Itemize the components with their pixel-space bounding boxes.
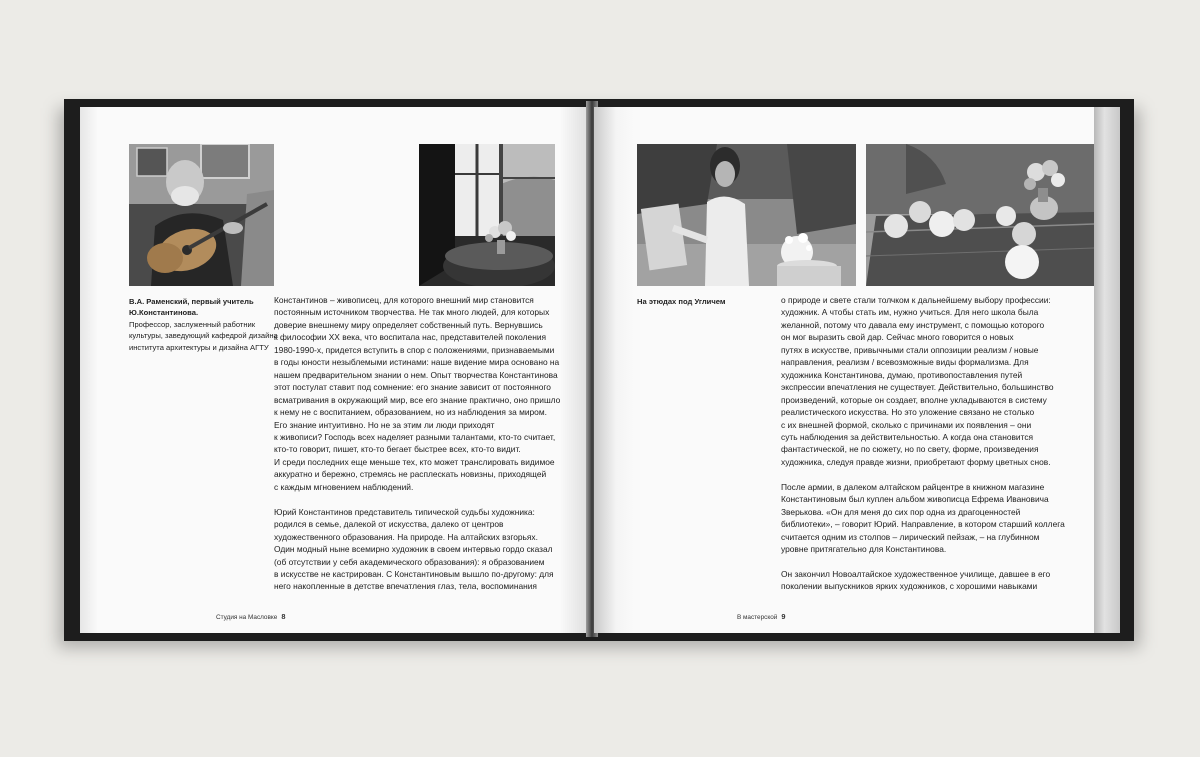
footer-right: [737, 612, 785, 621]
footer-section: Студия на Масловке: [216, 614, 278, 621]
page-stack-edge: [1094, 107, 1120, 633]
right-page: [594, 107, 1094, 633]
footer-section: В мастерской: [737, 614, 778, 621]
body-text-left: Константинов – живописец, для которого внешний мир становится постоянным источником творчества. Не так много людей, для которых доверие внешнему миру определяет собственный путь. Вернувшись к философии XX века, что воспитала нас, представителей поколения 1980-1990-х, придется вступить в спор с положениями, признаваемыми в годы юности незыблемыми истинами: наше видение мира основано на нашем предварительном знании о нем. Опыт творчества Константинова этот постулат ставит под сомнение: его знание зависит от постоянного всматривания в окружающий мир, все его знание практично, оно пришло к нему не с воспитанием, образованием, но из наблюдения за миром. Его знание интуитивно. Но не за этим ли люди приходят к живописи? Господь всех наделяет разными талантами, кто-то считает, кто-то говорит, пишет, кто-то бегает быстрее всех, кто-то видит. И среди последних еще меньше тех, кто может транслировать видимое аккуратно и бережно, стремясь не расплескать новизны, приходящей с каждым мгновением наблюдений. Юрий Константинов представитель типической судьбы художника: родился в семье, далекой от искусства, далеко от центров художественного образования. На природе. На алтайских взгорьях. Один модный ныне всемирно художник в своем интервью гордо сказал (об отсутствии у себя академического образования): я образованием в искусстве не кастрирован. С Константиновым вышло по-другому: для него накопленные в детстве впечатления глаз, тела, воспоминания: [274, 295, 561, 592]
photo-caption-left: [129, 296, 279, 353]
left-page: [80, 107, 590, 633]
photo-caption-right: [637, 296, 777, 307]
photo-window: [419, 144, 555, 286]
photo-apples: [866, 144, 1094, 286]
caption-title: В.А. Раменский, первый учитель Ю.Константинова.: [129, 297, 254, 318]
photo-guitarist: [129, 144, 274, 286]
body-text-right: о природе и свете стали толчком к дальнейшему выбору профессии: художник. А чтобы стать им, нужно учиться. Для него школа была желанной, потому что давала ему инструмент, с помощью которого он мог выразить свой дар. Сейчас много говорится о новых путях в искусстве, привычными стали оппозиции реализм / новые направления, реализм / всевозможные виды формализма. Для художника Константинова, думаю, противопоставления путей экспрессии впечатления не существует. Действительно, большинство произведений, которые он создает, вполне укладываются в систему реалистического искусства. Но это уложение связано не столько с их внешней формой, сколько с причинами их появления – они суть наблюдения за действительностью. А когда она становится фантастической, не по сюжету, но по свету, форме, произведения художника, следуя правде жизни, приобретают форму цветных снов. После армии, в далеком алтайском райцентре в книжном магазине Константиновым был куплен альбом живописца Ефрема Ивановича Зверькова. «Он для меня до сих пор одна из драгоценностей библиотеки», – говорит Юрий. Направление, в котором старший коллега считается одним из столпов – лирический пейзаж, – на глубинном уровне притягательно для Константинова. Он закончил Новоалтайское художественное училище, давшее в его поколении выпускников ярких художников, с хорошими навыками: [781, 295, 1065, 592]
page-number: 8: [281, 612, 286, 621]
photo-painter: [637, 144, 856, 286]
page-number: 9: [781, 612, 786, 621]
footer-left: [216, 612, 285, 621]
caption-title: На этюдах под Угличем: [637, 297, 726, 306]
caption-text: Профессор, заслуженный работник культуры, заведующий кафедрой дизайна института архитектуры и дизайна АГТУ: [129, 319, 278, 352]
